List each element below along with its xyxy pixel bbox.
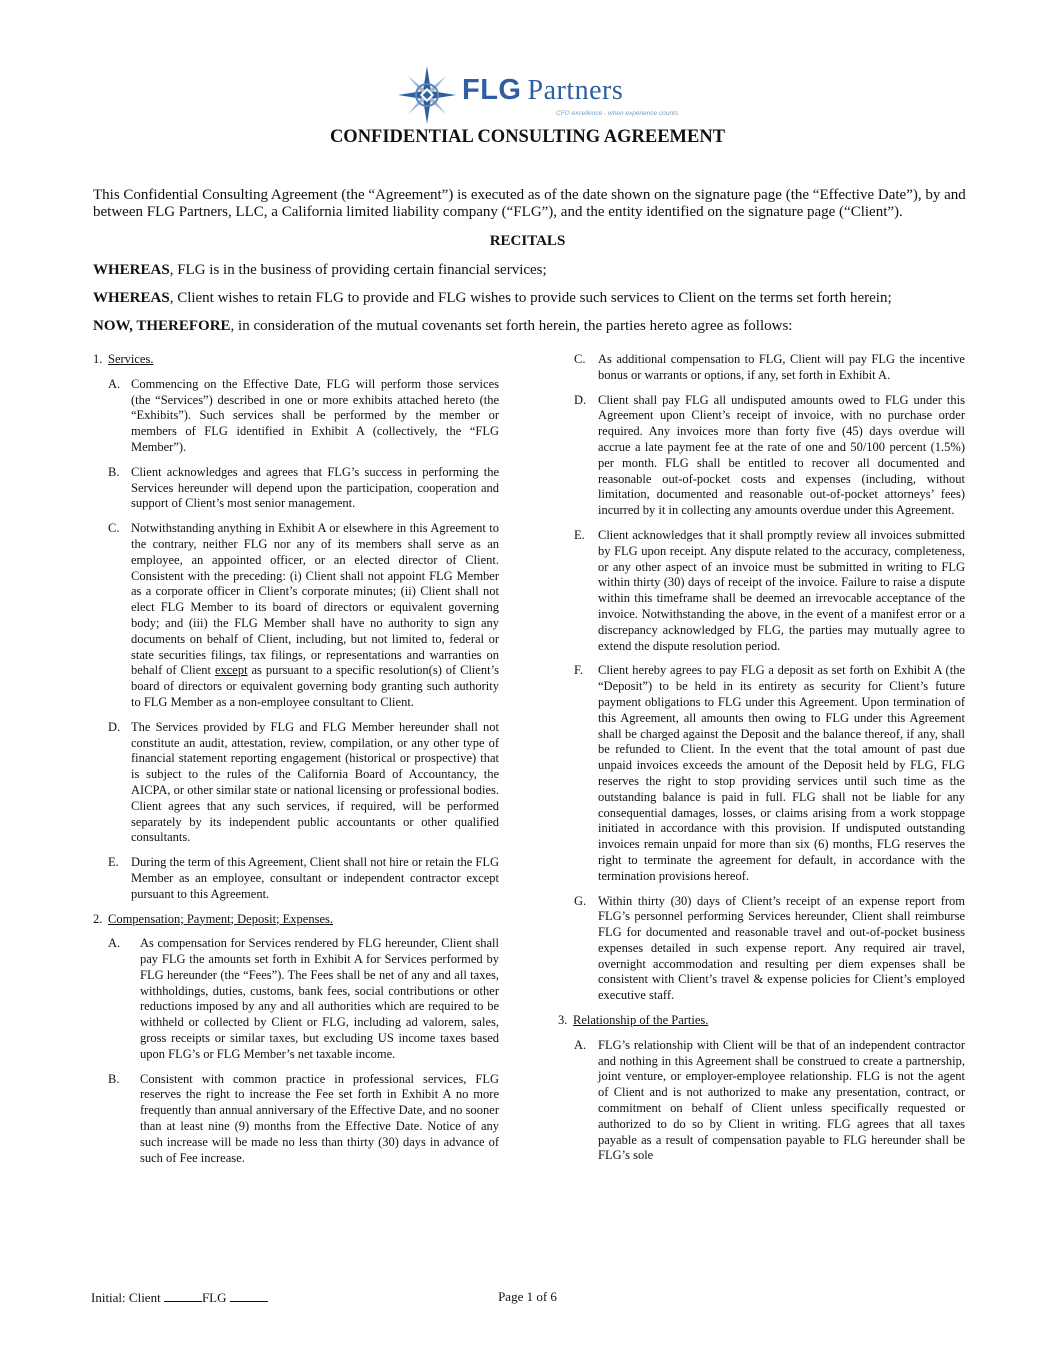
clause-text: As additional compensation to FLG, Client will pay FLG the incentive bonus or warrants or options, if any, set forth in Exhibit A. (598, 352, 965, 382)
recital-now-therefore (93, 318, 973, 335)
clause-2g (558, 894, 965, 1005)
clause-label: A. (574, 1037, 587, 1052)
clause-text: Consistent with common practice in professional services, FLG reserves the right to increase the Fee set forth in Exhibit A no more frequently than annual anniversary of the Effective Date, and no sooner than at least nine (9) months from the Effective Date. Notice of any such increase will be made no less than thirty (30) days in advance of such of Fee increase. (140, 1071, 499, 1165)
recital-lead: WHEREAS (93, 262, 170, 278)
clause-text: The Services provided by FLG and FLG Member hereunder shall not constitute an audit, attestation, review, compilation, or any other type of financial statement reporting engagement (historical or prospective) that is subject to the rules of the California Board of Accountancy, the AICPA, or other similar state or national licensing or professional bodies. Client agrees that any such services, if required, will be performed separately by its independent public accountants or other qualified consultants. (131, 719, 499, 845)
client-initial-label: Initial: Client (91, 1290, 164, 1305)
recital-lead: NOW, THEREFORE (93, 318, 231, 334)
clause-label: A. (108, 936, 121, 951)
clause-1e (93, 855, 499, 902)
clause-3a (558, 1038, 965, 1164)
clause-text: Commencing on the Effective Date, FLG will perform those services (the “Services”) described in one or more exhibits attached hereto (the “Exhibits”). Such services shall be performed by the member or members of FLG identified in Exhibit A (collectively, the “FLG Member”). (131, 376, 499, 454)
clause-1d (93, 720, 499, 846)
section-number: 1. (93, 352, 103, 366)
section-title: Compensation; Payment; Deposit; Expenses. (108, 911, 333, 926)
clause-1c (93, 521, 499, 711)
clause-text: Client hereby agrees to pay FLG a deposit as set forth on Exhibit A (the “Deposit”) to be held in its entirety as security for Client’s future payment obligations to FLG under this Agreement. Upon termination of this Agreement, all amounts then owing to FLG under this Agreement shall be charged against the Deposit and the balance thereof, if any, shall be refunded to Client. In the event that the total amount of past due unpaid invoices exceeds the amount of the Deposit held by FLG, FLG reserves the right to stop providing services until such time as the outstanding balance is paid in full. FLG shall not be liable for any consequential damages, losses, or claims arising from a work stoppage initiated in accordance with this provision. If undisputed outstanding invoices remain unpaid for more than six (6) months, FLG reserves the right to terminate the agreement for default, in accordance with the termination provisions hereof. (598, 663, 965, 883)
clause-label: C. (108, 521, 120, 536)
clause-text: Client acknowledges that it shall promptly review all invoices submitted by FLG upon receipt. Any dispute related to the accuracy, completeness, or any other aspect of an invoice must be submitted in writing to FLG within thirty (30) days of receipt of the invoice. Failure to raise a dispute within this timeframe shall be deemed an irrevocable acceptance of the invoice. Notwithstanding the above, in the event of a manifest error or a discrepancy acknowledged by FLG, the parties may mutually agree to extend the dispute resolution period. (598, 527, 965, 653)
page-number: Page 1 of 6 (498, 1289, 557, 1304)
clause-2b (93, 1072, 499, 1167)
right-column (558, 352, 965, 1173)
logo-partners-text: Partners (527, 75, 624, 106)
section-2-heading (93, 912, 499, 928)
clause-label: E. (574, 527, 585, 542)
clause-label: B. (108, 464, 120, 479)
clause-2d (558, 393, 965, 519)
recital-lead: WHEREAS (93, 290, 170, 306)
clause-2f (558, 663, 965, 884)
intro-paragraph: This Confidential Consulting Agreement (the “Agreement”) is executed as of the date shown on the signature page (the “Effective Date”), by and between FLG Partners, LLC, a California limited liability company (“FLG”), and the entity identified on the signature page (“Client”). (93, 187, 966, 220)
logo-wordmark (462, 74, 623, 107)
compass-star-logo-icon (396, 64, 458, 126)
clause-text: as pursuant to a specific resolution(s) of Client’s board of directors or equivalent governing body granting such authority to FLG Member as a non-employee consultant to Client. (131, 663, 499, 709)
clause-label: C. (574, 352, 586, 366)
clause-text: Notwithstanding anything in Exhibit A or elsewhere in this Agreement to the contrary, neither FLG nor any of its members shall serve as an employee, an appointed officer, or an elected director of Client. Consistent with the preceding: (i) Client shall not appoint FLG Member as a corporate officer in Client’s corporate minutes; (ii) Client shall not elect FLG Member to its board of directors or equivalent governing body; and (iii) the FLG Member shall have no authority to sign any documents on behalf of Client, including, but not limited to, federal or state securities filings, tax filings, or representations and warranties on behalf of Client (131, 521, 499, 678)
clause-label: D. (574, 392, 587, 407)
clause-2a (93, 936, 499, 1062)
clause-label: D. (108, 719, 121, 734)
clause-label: B. (108, 1071, 120, 1086)
clause-label: F. (574, 663, 584, 678)
clause-label: E. (108, 855, 119, 870)
section-title: Relationship of the Parties. (573, 1013, 709, 1028)
left-column (93, 352, 499, 1175)
recital-text: , in consideration of the mutual covenants set forth herein, the parties hereto agree as follows: (230, 318, 793, 334)
logo-tagline: CFO excellence - when experience counts (556, 110, 679, 117)
recital-text: , FLG is in the business of providing certain financial services; (169, 262, 547, 278)
clause-1a (93, 377, 499, 456)
document-title: CONFIDENTIAL CONSULTING AGREEMENT (329, 127, 726, 147)
clause-emphasis: except (214, 663, 248, 678)
section-1-heading (93, 352, 499, 368)
recital-whereas-1 (93, 262, 973, 279)
section-number: 2. (93, 911, 103, 926)
recital-text: , Client wishes to retain FLG to provide and FLG wishes to provide such services to Client on the terms set forth herein; (169, 290, 892, 306)
clause-text: Client acknowledges and agrees that FLG’s success in performing the Services hereunder will depend upon the participation, cooperation and support of Client’s most senior management. (131, 464, 499, 511)
clause-text: Within thirty (30) days of Client’s receipt of an expense report from FLG’s personnel performing Services hereunder, Client shall reimburse FLG for documented and reasonable travel and out-of-pocket business expenses detailed in such expense report. Any required air travel, overnight accommodation and resulting per diem expenses shall be consistent with Client’s travel & expense policies for Client’s employed executive staff. (598, 893, 965, 1003)
section-3-heading (558, 1013, 965, 1029)
section-number: 3. (558, 1013, 568, 1028)
clause-label: G. (574, 893, 587, 908)
logo-flg-text: FLG (462, 74, 522, 106)
clause-text: During the term of this Agreement, Client shall not hire or retain the FLG Member as an employee, consultant or independent contractor except pursuant to this Agreement. (131, 855, 499, 901)
clause-1b (93, 465, 499, 512)
clause-2c (558, 352, 965, 384)
clause-2e (558, 528, 965, 654)
clause-text: As compensation for Services rendered by FLG hereunder, Client shall pay FLG the amounts set forth in Exhibit A for Services performed by FLG hereunder (the “Fees”). The Fees shall be net of any and all taxes, withholdings, duties, customs, bank fees, social contributions or other reductions imposed by any and all authorities which are required to be withheld or collected by Client or FLG, including ad valorem, sales, gross receipts or similar taxes, but excluding US income taxes based upon FLG’s or FLG Member’s net taxable income. (140, 936, 499, 1061)
section-title: Services. (108, 352, 154, 366)
clause-label: A. (108, 376, 121, 391)
clause-text: Client shall pay FLG all undisputed amounts owed to FLG under this Agreement upon Client’s receipt of invoice, with no purchase order required. Any invoices more than forty five (45) days overdue will accrue a late payment fee at the rate of one and 50/100 percent (1.5%) per month. FLG shall be entitled to recover all documented and reasonable out-of-pocket costs and expenses (including, without limitation, documented and reasonable out-of-pocket attorneys’ fees) incurred by it in collecting any amounts overdue under this Agreement. (598, 392, 965, 518)
recital-whereas-2 (93, 290, 973, 307)
flg-initial-label: FLG (201, 1290, 230, 1305)
recitals-heading: RECITALS (489, 233, 566, 249)
clause-text: FLG’s relationship with Client will be that of an independent contractor and nothing in this Agreement shall be construed to create a partnership, joint venture, or employer-employee relationship. FLG is not the agent of Client and is not authorized to make any presentation, contract, or commitment on behalf of Client unless specifically requested or authorized to do so by Client in writing. FLG agrees that all taxes payable as a result of compensation payable to FLG hereunder shall be FLG’s sole (598, 1037, 965, 1163)
company-logo (396, 64, 679, 126)
